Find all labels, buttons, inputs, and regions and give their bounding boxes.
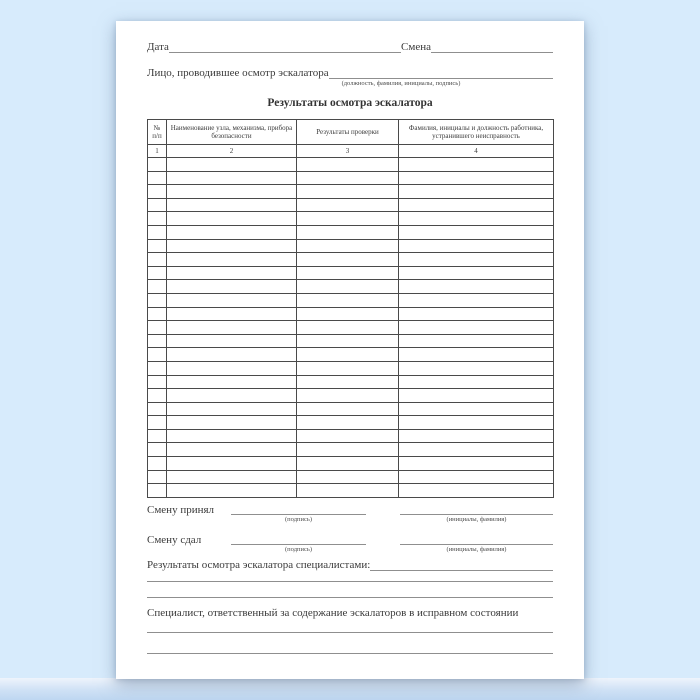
column-numbers-row — [148, 145, 554, 158]
table-cell — [167, 239, 297, 253]
column-number-cell: 4 — [399, 145, 554, 158]
shift-accepted-row — [147, 505, 553, 524]
table-cell — [399, 416, 554, 430]
table-cell — [297, 239, 399, 253]
table-cell — [148, 443, 167, 457]
table-cell — [148, 361, 167, 375]
initials-hint: (инициалы, фамилия) — [446, 545, 507, 553]
table-cell — [167, 484, 297, 498]
table-row — [148, 293, 554, 307]
table-cell — [167, 321, 297, 335]
table-cell — [167, 266, 297, 280]
inspector-label: Лицо, проводившее осмотр эскалатора — [147, 67, 329, 79]
table-cell — [399, 321, 554, 335]
table-cell — [148, 198, 167, 212]
table-cell — [399, 389, 554, 403]
table-cell — [167, 443, 297, 457]
table-cell — [297, 484, 399, 498]
inspection-table — [147, 119, 554, 498]
table-cell — [297, 225, 399, 239]
table-cell — [167, 402, 297, 416]
table-cell — [297, 457, 399, 471]
table-row — [148, 457, 554, 471]
table-cell — [148, 484, 167, 498]
table-cell — [148, 334, 167, 348]
table-cell — [148, 321, 167, 335]
initials-blank-line — [400, 505, 553, 515]
column-header-number: № п/п — [148, 120, 167, 145]
table-cell — [399, 307, 554, 321]
table-cell — [297, 253, 399, 267]
writing-line — [147, 597, 553, 598]
table-row — [148, 239, 554, 253]
table-cell — [399, 253, 554, 267]
table-cell — [148, 429, 167, 443]
table-row — [148, 253, 554, 267]
inspection-table-body — [148, 158, 554, 498]
specialists-blank-line — [370, 559, 553, 571]
inspector-blank-line — [329, 67, 553, 79]
table-cell — [167, 375, 297, 389]
bottom-gradient-band — [0, 678, 700, 700]
table-cell — [399, 198, 554, 212]
table-row — [148, 198, 554, 212]
signature-column — [231, 505, 366, 524]
table-cell — [297, 402, 399, 416]
table-cell — [399, 171, 554, 185]
table-row — [148, 158, 554, 172]
inspector-row — [147, 67, 553, 79]
table-cell — [399, 266, 554, 280]
table-cell — [148, 389, 167, 403]
table-cell — [399, 334, 554, 348]
table-cell — [148, 171, 167, 185]
column-header-worker: Фамилия, инициалы и должность работника, устранившего неисправность — [399, 120, 554, 145]
table-cell — [167, 470, 297, 484]
table-row — [148, 280, 554, 294]
shift-label: Смена — [401, 41, 431, 53]
table-cell — [148, 416, 167, 430]
table-cell — [167, 334, 297, 348]
shift-handed-over-row — [147, 535, 553, 554]
table-cell — [297, 212, 399, 226]
signature-blank-line — [231, 535, 366, 545]
table-cell — [399, 484, 554, 498]
table-title: Результаты осмотра эскалатора — [267, 97, 433, 109]
table-row — [148, 225, 554, 239]
initials-hint: (инициалы, фамилия) — [446, 515, 507, 523]
table-cell — [297, 470, 399, 484]
table-row — [148, 361, 554, 375]
table-cell — [297, 429, 399, 443]
table-cell — [167, 389, 297, 403]
table-cell — [297, 321, 399, 335]
table-row — [148, 416, 554, 430]
table-cell — [297, 389, 399, 403]
table-row — [148, 185, 554, 199]
table-cell — [148, 225, 167, 239]
document-page — [116, 21, 584, 679]
table-row — [148, 171, 554, 185]
column-number-cell: 1 — [148, 145, 167, 158]
table-cell — [167, 198, 297, 212]
table-cell — [297, 375, 399, 389]
table-cell — [297, 266, 399, 280]
table-cell — [399, 348, 554, 362]
table-cell — [148, 293, 167, 307]
table-cell — [167, 307, 297, 321]
table-cell — [167, 457, 297, 471]
table-cell — [399, 225, 554, 239]
table-cell — [399, 443, 554, 457]
column-number-cell: 3 — [297, 145, 399, 158]
shift-blank-line — [431, 41, 553, 53]
writing-line — [147, 653, 553, 654]
table-cell — [399, 375, 554, 389]
date-label: Дата — [147, 41, 169, 53]
table-cell — [399, 239, 554, 253]
table-cell — [297, 158, 399, 172]
table-cell — [167, 225, 297, 239]
table-row — [148, 389, 554, 403]
table-cell — [167, 280, 297, 294]
table-cell — [148, 402, 167, 416]
initials-column — [400, 505, 553, 524]
column-number-cell: 2 — [167, 145, 297, 158]
table-cell — [148, 470, 167, 484]
table-row — [148, 334, 554, 348]
column-header-unit: Наименование узла, механизма, прибора безопасности — [167, 120, 297, 145]
table-row — [148, 470, 554, 484]
signature-column — [231, 535, 366, 554]
signature-gap — [366, 535, 400, 554]
table-cell — [148, 280, 167, 294]
table-cell — [297, 361, 399, 375]
table-cell — [399, 402, 554, 416]
table-cell — [167, 416, 297, 430]
initials-blank-line — [400, 535, 553, 545]
table-cell — [399, 470, 554, 484]
table-cell — [297, 198, 399, 212]
table-cell — [167, 429, 297, 443]
table-cell — [297, 171, 399, 185]
table-cell — [167, 158, 297, 172]
table-cell — [148, 239, 167, 253]
table-row — [148, 307, 554, 321]
specialists-results-label: Результаты осмотра эскалатора специалистами: — [147, 558, 371, 571]
table-cell — [297, 348, 399, 362]
table-cell — [167, 293, 297, 307]
table-cell — [297, 280, 399, 294]
column-header-results: Результаты проверки — [297, 120, 399, 145]
table-cell — [297, 185, 399, 199]
specialists-results-row — [147, 559, 553, 571]
table-row — [148, 321, 554, 335]
signature-blank-line — [231, 505, 366, 515]
table-cell — [399, 280, 554, 294]
table-cell — [297, 307, 399, 321]
date-row — [147, 41, 553, 53]
table-cell — [399, 457, 554, 471]
table-cell — [148, 348, 167, 362]
table-cell — [167, 212, 297, 226]
table-cell — [148, 266, 167, 280]
table-cell — [399, 293, 554, 307]
table-header-row — [148, 120, 554, 145]
table-cell — [148, 253, 167, 267]
table-cell — [167, 253, 297, 267]
table-cell — [297, 416, 399, 430]
signature-gap — [366, 505, 400, 524]
table-cell — [297, 293, 399, 307]
table-cell — [399, 361, 554, 375]
table-cell — [167, 171, 297, 185]
writing-line — [147, 581, 553, 582]
table-cell — [148, 185, 167, 199]
table-cell — [148, 307, 167, 321]
inspector-hint: (должность, фамилия, инициалы, подпись) — [341, 80, 461, 87]
table-row — [148, 375, 554, 389]
table-cell — [399, 158, 554, 172]
table-row — [148, 212, 554, 226]
writing-line — [147, 632, 553, 633]
shift-accepted-label: Смену принял — [147, 503, 215, 516]
table-cell — [297, 334, 399, 348]
table-cell — [167, 185, 297, 199]
table-row — [148, 429, 554, 443]
responsible-specialist-label: Специалист, ответственный за содержание эскалаторов в исправном состоянии — [147, 606, 519, 619]
table-row — [148, 402, 554, 416]
table-cell — [167, 361, 297, 375]
table-row — [148, 266, 554, 280]
table-cell — [148, 457, 167, 471]
table-cell — [399, 429, 554, 443]
date-blank-line — [169, 41, 401, 53]
table-row — [148, 348, 554, 362]
table-row — [148, 443, 554, 457]
signature-hint: (подпись) — [285, 515, 312, 523]
table-cell — [148, 212, 167, 226]
table-row — [148, 484, 554, 498]
table-cell — [148, 375, 167, 389]
shift-handed-over-label: Смену сдал — [147, 533, 202, 546]
table-cell — [399, 212, 554, 226]
signature-hint: (подпись) — [285, 545, 312, 553]
table-cell — [297, 443, 399, 457]
table-cell — [148, 158, 167, 172]
initials-column — [400, 535, 553, 554]
table-cell — [167, 348, 297, 362]
table-cell — [399, 185, 554, 199]
